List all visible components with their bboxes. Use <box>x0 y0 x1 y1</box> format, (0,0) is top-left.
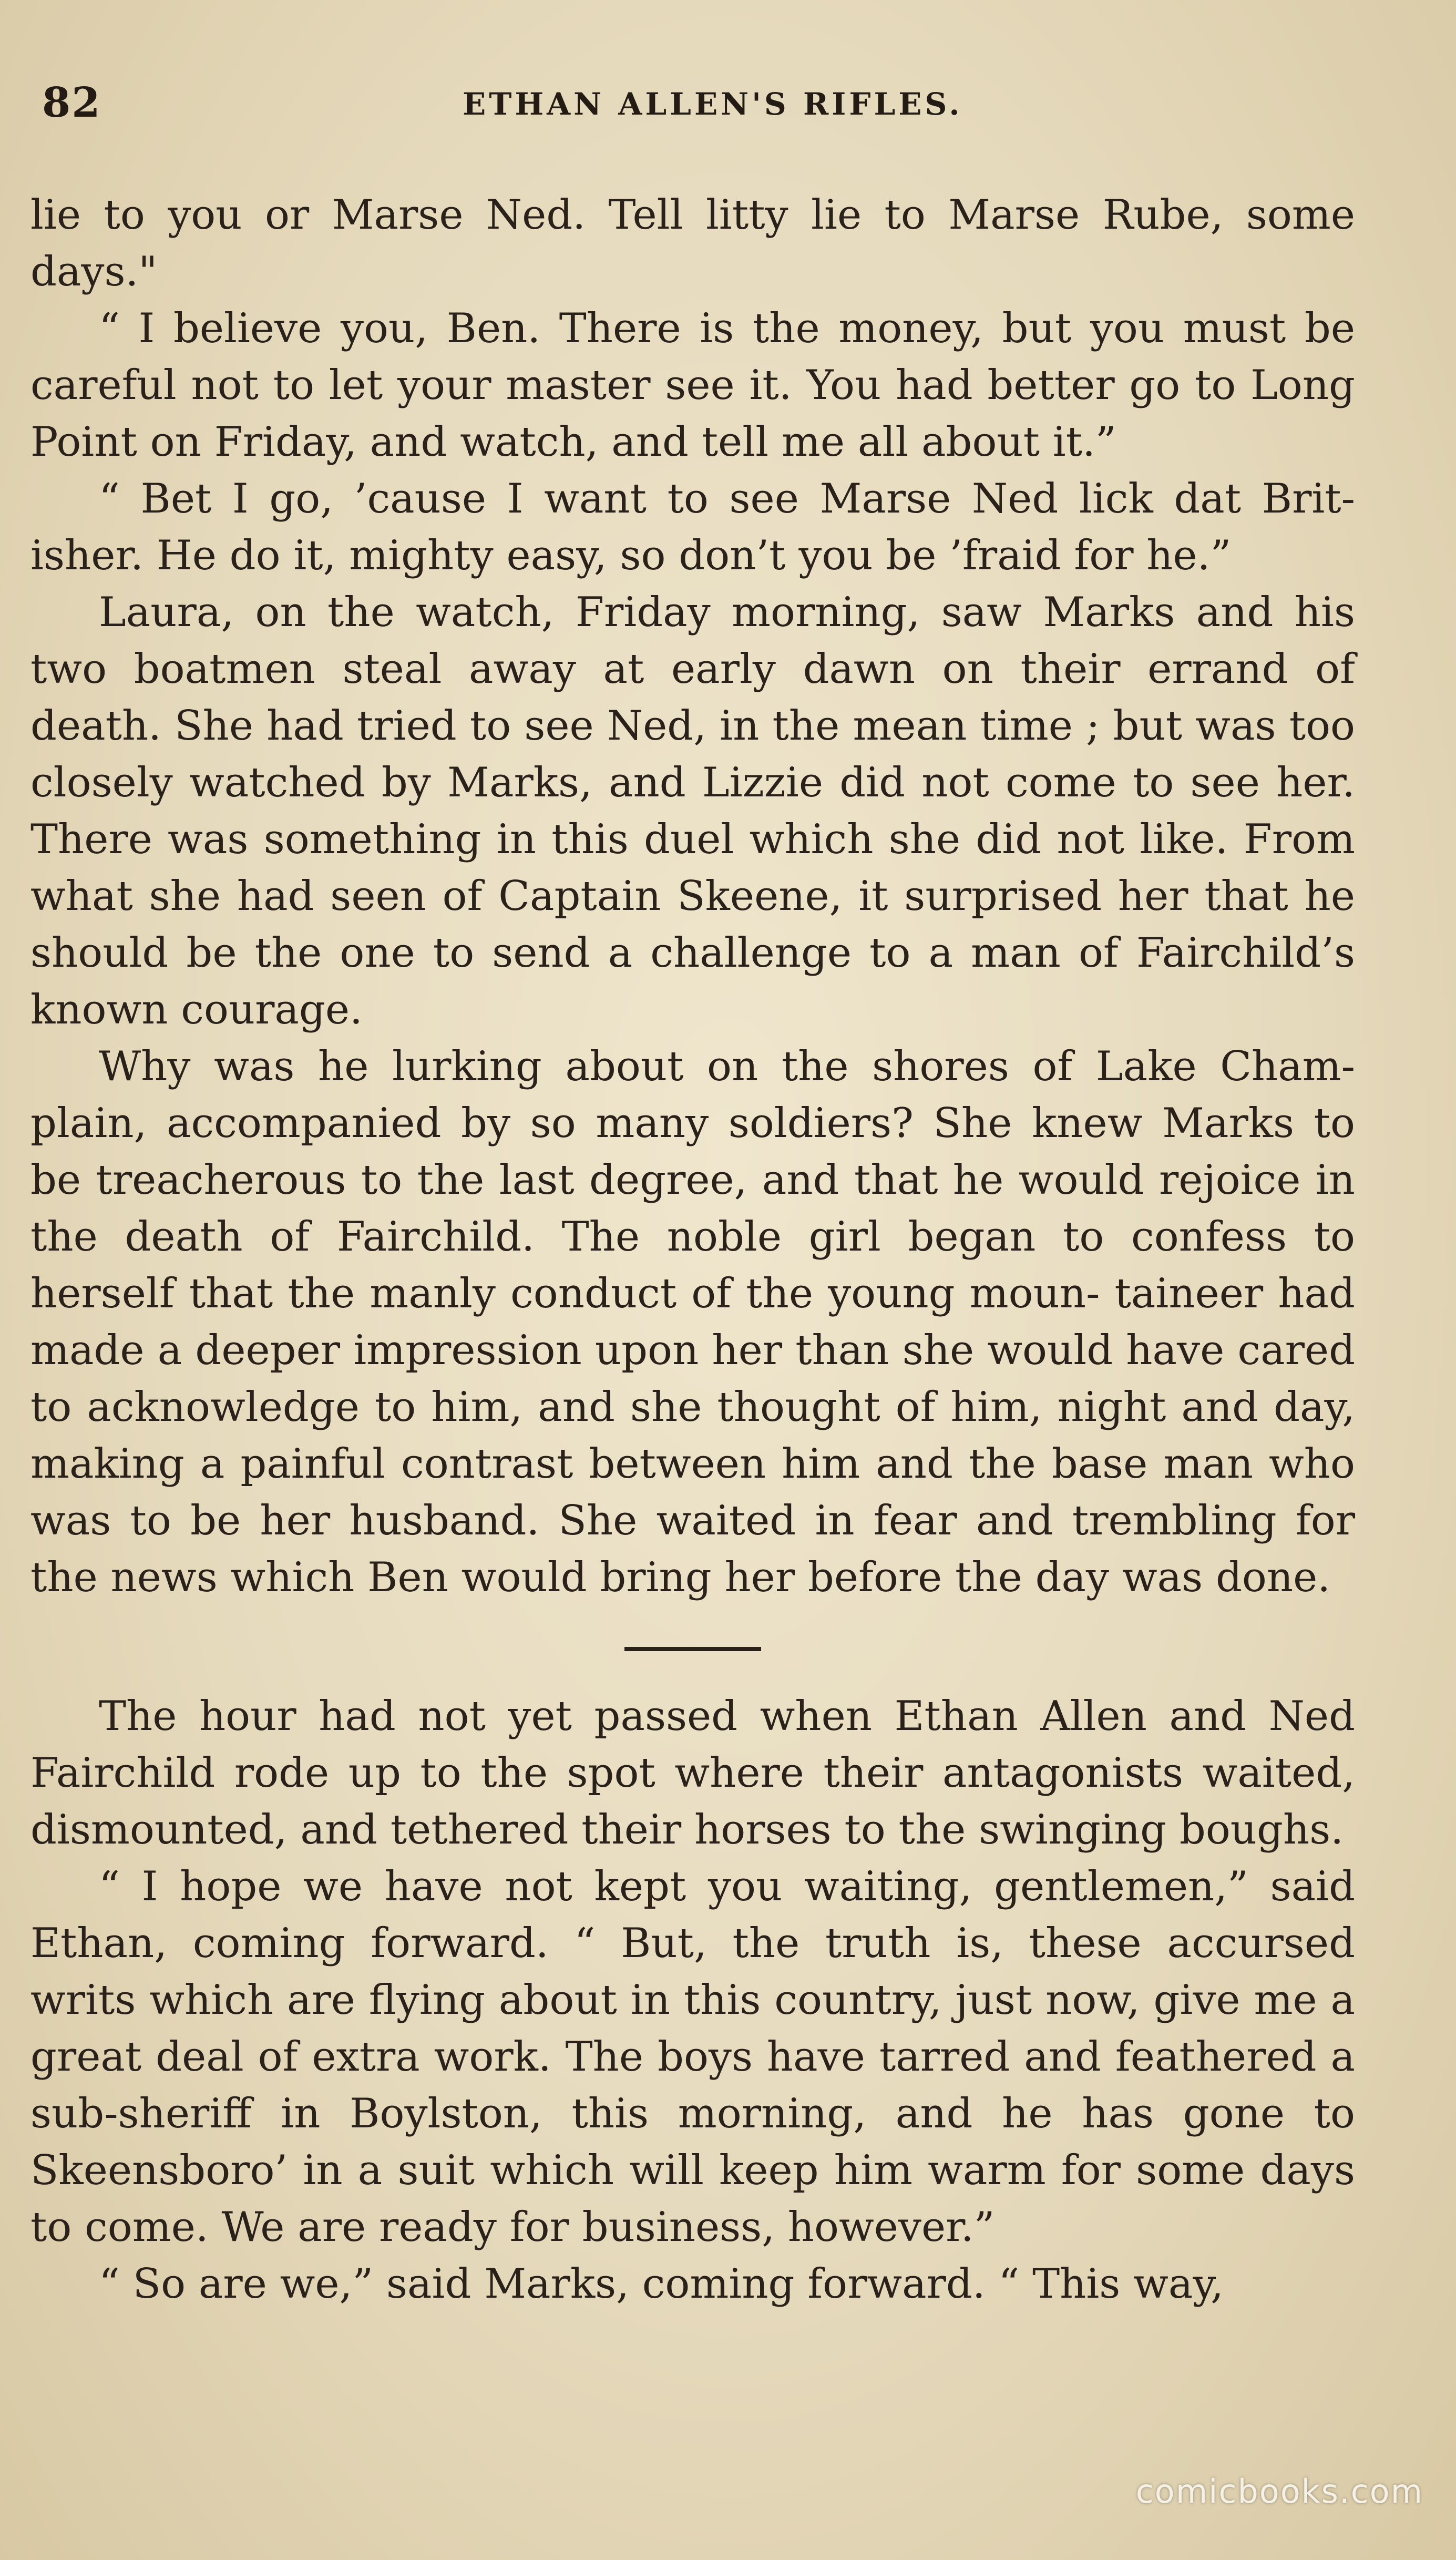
paragraph: “ I hope we have not kept you waiting, gentlemen,” said Ethan, coming forward. “ But, the truth is, these accursed writs which are flying about in this country, just now, give me a great deal of extra work. The boys have tarred and feathered a sub-sheriff in Boylston, this morning, and he has gone to Skeensboro’ in a suit which will keep him warm for some days to come. We are ready for business, however.” <box>30 1863 1355 2251</box>
body-text <box>30 187 1355 2312</box>
paragraph: Why was he lurking about on the shores of Lake Cham- plain, accompanied by so many soldiers? She knew Marks to be treacherous to the last degree, and that he would rejoice in the death of Fairchild. The noble girl began to confess to herself that the manly conduct of the young moun- taineer had made a deeper impression upon her than she would have cared to acknowledge to him, and she thought of him, night and day, making a painful contrast between him and the base man who was to be her husband. She waited in fear and trembling for the news which Ben would bring her before the day was done. <box>30 1043 1355 1601</box>
running-head: ETHAN ALLEN'S RIFLES. <box>463 86 963 122</box>
page-header <box>42 79 1356 137</box>
paragraph: “ Bet I go, ’cause I want to see Marse Ned lick dat Brit- isher. He do it, mighty easy, so don’t you be ’fraid for he.” <box>30 475 1355 579</box>
paragraph: “ So are we,” said Marks, coming forward. “ This way, <box>99 2260 1224 2308</box>
paragraph-continuation: lie to you or Marse Ned. Tell litty lie to Marse Rube, some days." <box>30 191 1355 295</box>
page-number: 82 <box>42 79 101 127</box>
watermark: comicbooks.com <box>1135 2472 1423 2511</box>
paragraph: The hour had not yet passed when Ethan Allen and Ned Fairchild rode up to the spot where their antagonists waited, dismounted, and tethered their horses to the swinging boughs. <box>30 1693 1355 1854</box>
section-divider <box>624 1647 761 1651</box>
paragraph: “ I believe you, Ben. There is the money, but you must be careful not to let your master see it. You had better go to Long Point on Friday, and watch, and tell me all about it.” <box>30 305 1355 466</box>
paragraph: Laura, on the watch, Friday morning, saw Marks and his two boatmen steal away at early dawn on their errand of death. She had tried to see Ned, in the mean time ; but was too closely watched by Marks, and Lizzie did not come to see her. There was something in this duel which she did not like. From what she had seen of Captain Skeene, it surprised her that he should be the one to send a challenge to a man of Fairchild’s known courage. <box>30 589 1355 1033</box>
